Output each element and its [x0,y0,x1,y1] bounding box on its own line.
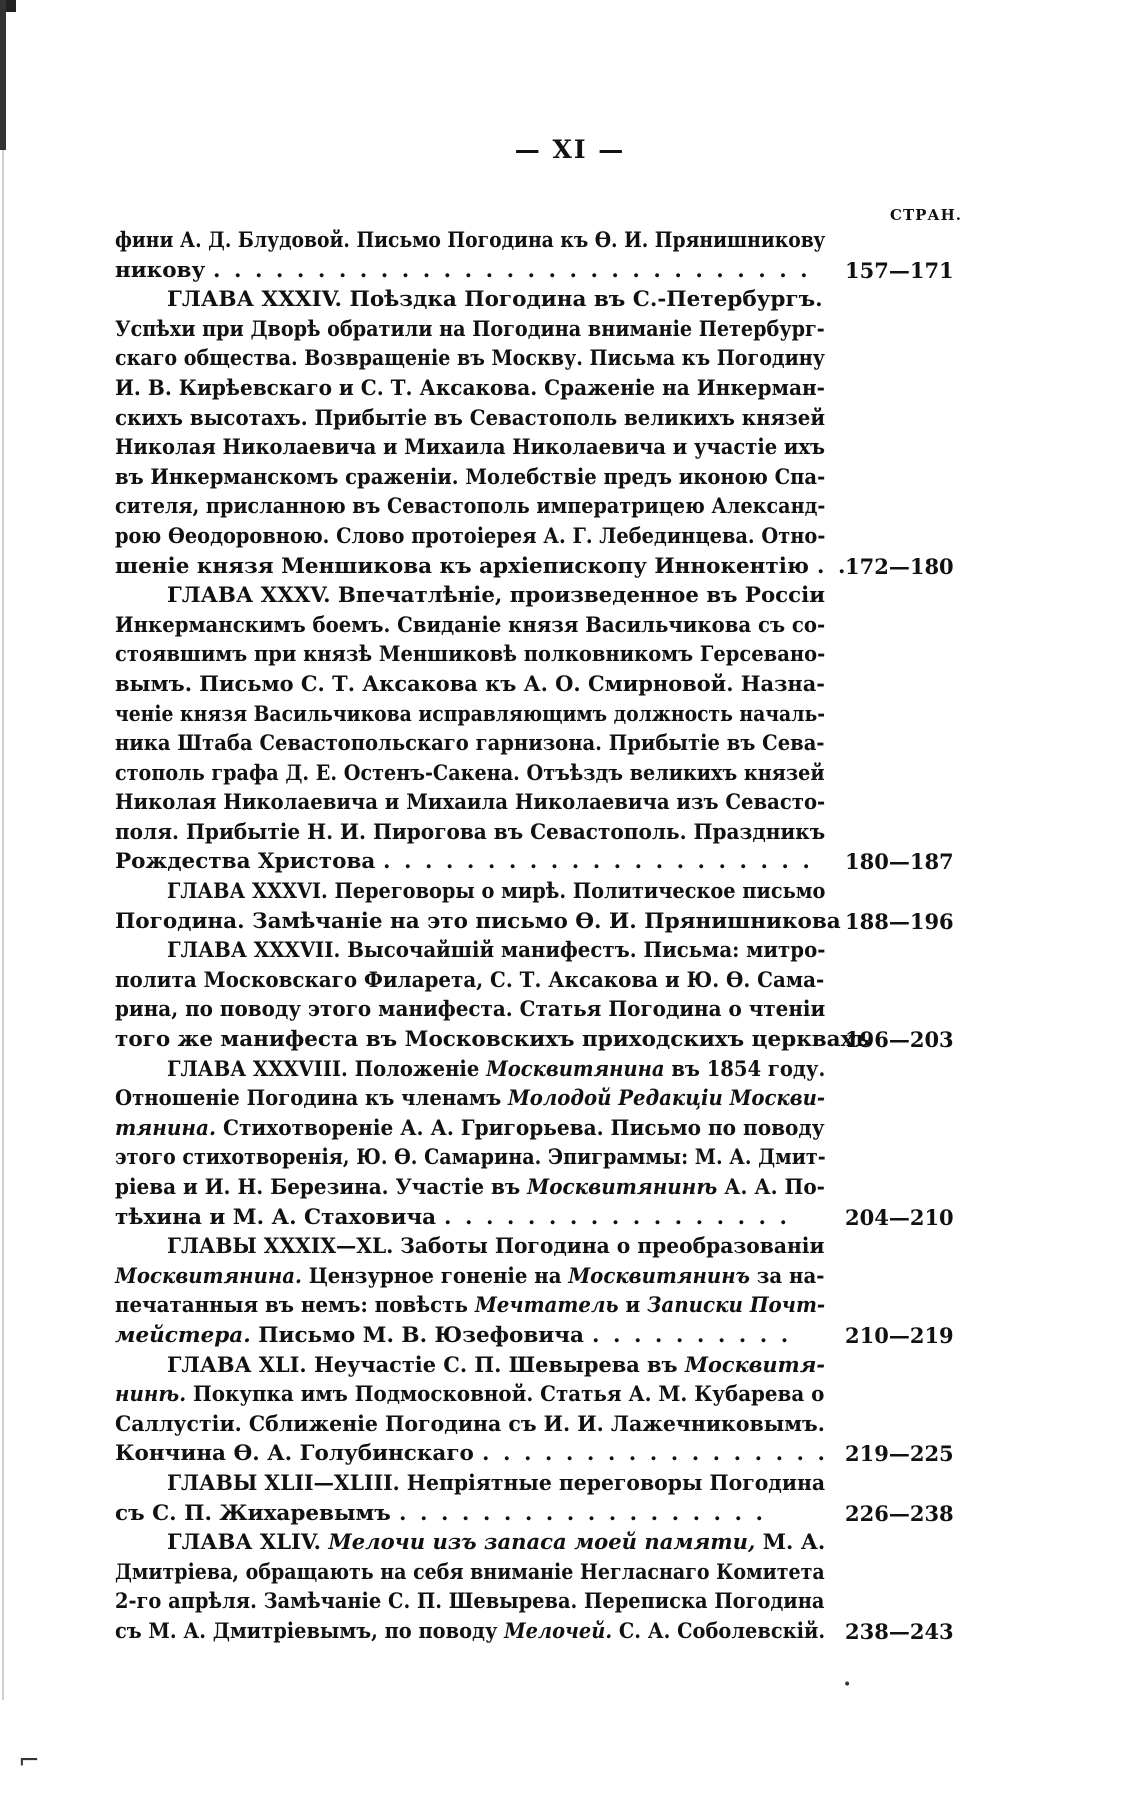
toc-text-line: съ М. А. Дмитріевымъ, по поводу Мелочей. С. А. Соболевскій. [115,1618,826,1644]
toc-chapter-heading: ГЛАВА XLIV. Мелочи изъ запаса моей памяти, М. А. [167,1530,826,1556]
toc-text-line: нинѣ. Покупка имъ Подмосковной. Статья А. М. Кубарева о [115,1382,825,1408]
toc-text-line: сителя, присланною въ Севастополь императрицею Александ- [115,494,826,520]
toc-page-range: 157—171 [845,257,954,283]
toc-entry [115,1528,965,1646]
toc-text-line: поля. Прибытіе Н. И. Пирогова въ Севастополь. Праздникъ [115,819,826,845]
scan-edge-line [2,0,4,1700]
toc-page-range: 188—196 [845,908,954,934]
toc-text-line: тѣхина и М. А. Стаховича [115,1204,437,1230]
toc-text-line: Рождества Христова [115,849,376,875]
dot-leader: . . . . . . . . . . [592,1322,792,1348]
toc-page-range: 196—203 [845,1027,954,1053]
toc-chapter-heading: ГЛАВЫ XXXIX—XL. Заботы Погодина о преобразованіи [167,1234,825,1260]
toc-text-line: шеніе князя Меншикова къ архіепископу Иннокентію [115,553,809,579]
toc-text-line: ченіе князя Васильчикова исправляющимъ должность началь- [115,701,825,727]
toc-entry [115,1055,965,1233]
dot-leader: . . . . . . . . . . . . . . . . . . . . . [383,849,813,875]
dot-leader: . . . . . . . . . . . . . . . . . . . . . . . . . . . . . [213,257,811,283]
toc-text-line: никову [115,257,206,283]
toc-text-line: того же манифеста въ Московскихъ приходскихъ церквахъ [115,1027,870,1053]
toc-chapter-heading: ГЛАВА XXXVI. Переговоры о мирѣ. Политическое письмо [167,879,826,905]
toc-page-range: 204—210 [845,1204,954,1230]
toc-text-line: Кончина Ѳ. А. Голубинскаго [115,1441,474,1467]
toc-text-line: Саллустіи. Сближеніе Погодина съ И. И. Лажечниковымъ. [115,1411,825,1437]
toc-entry [115,1232,965,1350]
toc-entry [115,581,965,877]
toc-chapter-heading: ГЛАВА XLI. Неучастіе С. П. Шевырева въ Москвитя- [167,1352,825,1378]
dot-leader: . . . . . . . . . . . . . . . . . [482,1441,829,1467]
toc-entry [115,1351,965,1469]
toc-text-line: съ С. П. Жихаревымъ [115,1500,391,1526]
toc-chapter-heading: ГЛАВА XXXV. Впечатлѣніе, произведенное въ Россіи [167,583,826,609]
toc-chapter-heading: ГЛАВЫ XLII—XLIII. Непріятные переговоры Погодина [167,1470,826,1496]
margin-mark: ⌐ [18,1746,40,1776]
toc-page-range: 238—243 [845,1618,954,1644]
page-number: — XI — [514,135,626,164]
toc-text-line: ріева и И. Н. Березина. Участіе въ Москвитянинѣ А. А. По- [115,1175,825,1200]
dot-leader: . . . . . . . . . . . . . . . . . . [399,1500,766,1526]
toc-page-range: 180—187 [845,849,954,875]
scan-edge-mark [0,0,16,150]
toc-text-line: 2-го апрѣля. Замѣчаніе С. П. Шевырева. Переписка Погодина [115,1589,825,1615]
toc-text-line: стополь графа Д. Е. Остенъ-Сакена. Отъѣздъ великихъ князей [115,760,825,786]
toc-entry [115,285,965,581]
toc-text-line: Инкерманскимъ боемъ. Свиданіе князя Васильчикова съ со- [115,612,826,638]
toc-text-line: ника Штаба Севастопольскаго гарнизона. Прибытіе въ Сева- [115,731,825,757]
dot-leader: . . . . . . . . . . . . . . . . . [444,1204,791,1230]
toc-entry [115,1469,965,1528]
toc-text-line: Москвитянина. Цензурное гоненіе на Москвитянинъ за на- [115,1263,825,1289]
dot-leader: . . [817,553,849,579]
pages-column-header: СТРАН. [890,206,962,224]
toc-text-line: Дмитріева, обращають на себя вниманіе Негласнаго Комитета [115,1559,825,1585]
toc-text-line: Успѣхи при Дворѣ обратили на Погодина вниманіе Петербург- [115,316,825,342]
toc-entry [115,877,965,936]
toc-page-range: 172—180 [845,553,954,579]
toc-text-line: стоявшимъ при князѣ Меншиковѣ полковникомъ Герсевано- [115,642,826,668]
toc-text-line: скихъ высотахъ. Прибытіе въ Севастополь великихъ князей [115,405,826,431]
toc-text-line: скаго общества. Возвращеніе въ Москву. Письма къ Погодину [115,346,825,372]
toc-text-line: фини А. Д. Блудовой. Письмо Погодина къ Ѳ. И. Прянишниковy [115,228,825,253]
toc-text-line: И. В. Кирѣевскаго и С. Т. Аксакова. Сраженіе на Инкерман- [115,375,825,401]
toc-text-line: этого стихотворенія, Ю. Ѳ. Самарина. Эпиграммы: М. А. Дмит- [115,1145,826,1171]
toc-text-line: печатанныя въ немъ: повѣсть Мечтатель и Записки Почт- [115,1293,826,1319]
toc-entry [115,226,965,285]
toc-text-line: вымъ. Письмо С. Т. Аксакова къ А. О. Смирновой. Назна- [115,671,825,697]
toc-text-line: рина, по поводу этого манифеста. Статья Погодина о чтеніи [115,997,826,1023]
toc-chapter-heading: ГЛАВА XXXVII. Высочайшій манифестъ. Письма: митро- [167,938,826,964]
toc-text-line: Николая Николаевича и Михаила Николаевича и участіе ихъ [115,435,825,461]
toc-text-line: Отношеніе Погодина къ членамъ Молодой Редакціи Москви- [115,1086,826,1112]
toc-text-line: полита Московскаго Филарета, С. Т. Аксакова и Ю. Ѳ. Сама- [115,967,825,993]
toc-text-line: Погодина. Замѣчаніе на это письмо Ѳ. И. Прянишникова [115,908,841,934]
toc-text-line: Николая Николаевича и Михаила Николаевича изъ Севасто- [115,790,826,816]
toc-page-range: 219—225 [845,1441,954,1467]
dot-mark: • [843,1677,852,1693]
toc-entry [115,936,965,1054]
toc-text-line: въ Инкерманскомъ сраженіи. Молебствіе предъ иконою Спа- [115,464,826,490]
toc-text-line: мейстера. Письмо М. В. Юзефовича [115,1322,584,1348]
toc-chapter-heading: ГЛАВА XXXVIII. Положеніе Москвитянина въ 1854 году. [167,1056,826,1082]
table-of-contents [115,226,965,1647]
toc-page-range: 226—238 [845,1500,954,1526]
toc-chapter-heading: ГЛАВА XXXIV. Поѣздка Погодина въ С.-Петербургъ. [167,287,823,313]
toc-page-range: 210—219 [845,1322,954,1348]
toc-text-line: рою Ѳеодоровною. Слово протоіерея А. Г. Лебединцева. Отно- [115,523,826,549]
toc-text-line: тянина. Стихотвореніе А. А. Григорьева. Письмо по поводу [115,1115,825,1141]
